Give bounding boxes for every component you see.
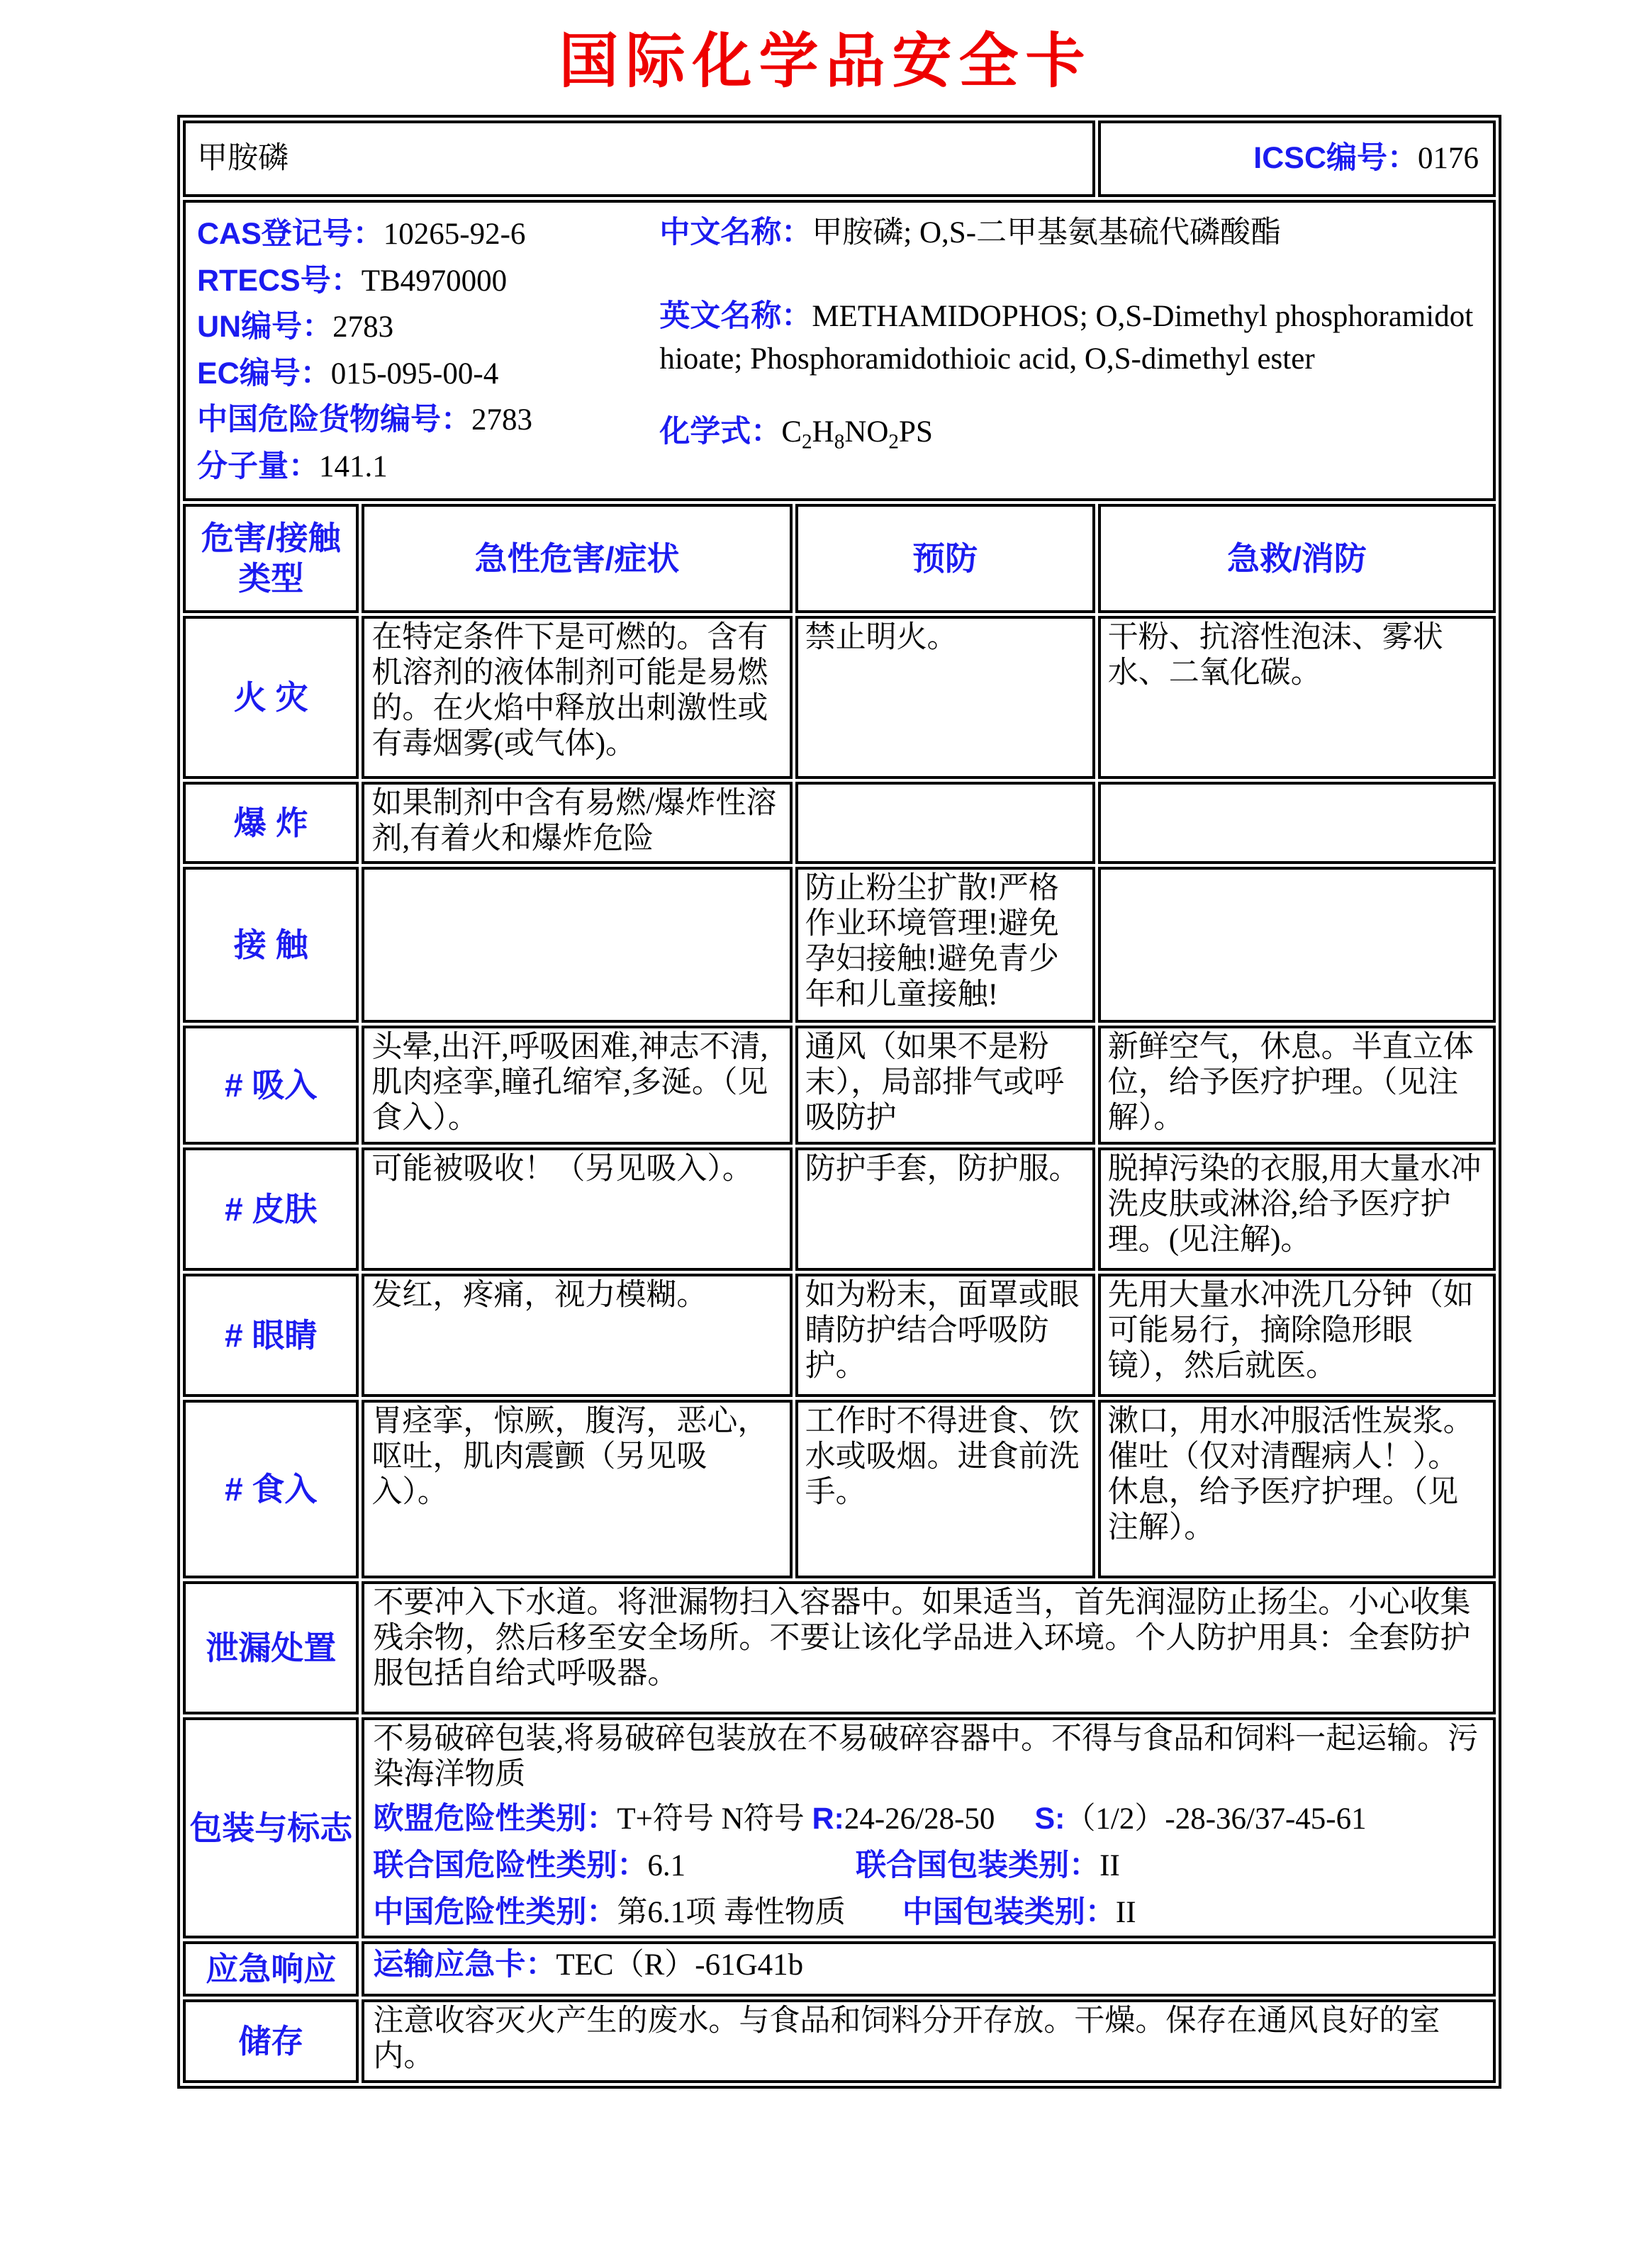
explosion-symptoms: 如果制剂中含有易燃/爆炸性溶剂,有着火和爆炸危险 <box>362 782 792 864</box>
hazard-type-inhalation: # 吸入 <box>183 1026 359 1145</box>
rtecs-value: TB4970000 <box>361 264 508 298</box>
english-name-label: 英文名称： <box>659 298 812 333</box>
china-dg-value: 2783 <box>471 403 532 437</box>
identification-cell <box>183 200 1496 501</box>
hazard-type-ingestion: # 食入 <box>183 1400 359 1578</box>
s-phrases-label: S: <box>1034 1802 1065 1836</box>
molecular-weight <box>197 444 659 490</box>
ec-number <box>197 351 659 398</box>
cn-class-line <box>373 1893 1484 1933</box>
emergency-content <box>362 1941 1496 1997</box>
hazard-row-eyes <box>183 1274 1496 1397</box>
molecular-weight-label: 分子量： <box>197 449 319 483</box>
packaging-label: 包装与标志 <box>183 1717 359 1938</box>
un-class-label: 联合国危险性类别： <box>373 1848 648 1883</box>
storage-text: 注意收容灭火产生的废水。与食品和饲料分开存放。干燥。保存在通风良好的室内。 <box>362 1999 1496 2083</box>
page-title: 国际化学品安全卡 <box>559 28 1092 94</box>
hazard-row-ingestion <box>183 1400 1496 1578</box>
r-phrases-label: R: <box>812 1802 844 1836</box>
english-name-value: METHAMIDOPHOS; O,S-Dimethyl phosphoramidothioate; Phosphoramidothioic acid, O,S-dimethyl ester <box>659 299 1474 376</box>
molecular-weight-value: 141.1 <box>319 449 388 483</box>
cn-pack-label: 中国包装类别： <box>902 1894 1116 1929</box>
cas-number <box>197 211 659 258</box>
column-header-type: 危害/接触类型 <box>183 504 359 613</box>
hazard-row-fire <box>183 616 1496 779</box>
ingestion-firstaid: 漱口，用水冲服活性炭浆。催吐（仅对清醒病人！）。休息，给予医疗护理。（见注解）。 <box>1098 1400 1496 1578</box>
identification-row <box>183 200 1496 501</box>
hazard-row-explosion <box>183 782 1496 864</box>
packaging-paragraph: 不易破碎包装,将易破碎包装放在不易破碎容器中。不得与食品和饲料一起运输。污染海洋物质 <box>373 1722 1479 1792</box>
eu-class-label: 欧盟危险性类别： <box>373 1802 617 1836</box>
column-header-prevention: 预防 <box>795 504 1095 613</box>
explosion-firstaid <box>1098 782 1496 864</box>
un-pack-label: 联合国包装类别： <box>856 1848 1100 1883</box>
hazard-row-skin <box>183 1147 1496 1271</box>
cn-class-label: 中国危险性类别： <box>373 1894 617 1929</box>
skin-prevention: 防护手套，防护服。 <box>795 1147 1095 1271</box>
icsc-number: 0176 <box>1418 142 1479 176</box>
emergency-label: 应急响应 <box>183 1941 359 1997</box>
inhalation-firstaid: 新鲜空气，休息。半直立体位，给予医疗护理。（见注解）。 <box>1098 1026 1496 1145</box>
eyes-firstaid: 先用大量水冲洗几分钟（如可能易行，摘除隐形眼镜），然后就医。 <box>1098 1274 1496 1397</box>
rtecs-label: RTECS号： <box>197 263 362 298</box>
chemical-formula-value: $C_2H_8NO_2PS$ <box>781 415 933 454</box>
ec-label: EC编号： <box>197 356 331 391</box>
fire-prevention: 禁止明火。 <box>795 616 1095 779</box>
eyes-prevention: 如为粉末，面罩或眼睛防护结合呼吸防护。 <box>795 1274 1095 1397</box>
chinese-name-label: 中文名称： <box>659 215 812 250</box>
fire-symptoms: 在特定条件下是可燃的。含有机溶剂的液体制剂可能是易燃的。在火焰中释放出刺激性或有毒烟雾(或气体)。 <box>362 616 792 779</box>
english-name <box>659 295 1482 381</box>
ingestion-symptoms: 胃痉挛，惊厥，腹泻，恶心，呕吐，肌肉震颤（另见吸入）。 <box>362 1400 792 1578</box>
hazard-type-eyes: # 眼睛 <box>183 1274 359 1397</box>
hazard-row-exposure <box>183 867 1496 1023</box>
icsc-number-cell <box>1098 120 1496 197</box>
exposure-symptoms <box>362 867 792 1023</box>
un-class-line <box>373 1846 1484 1886</box>
transport-card-value: TEC（R）-61G41b <box>556 1948 804 1982</box>
eu-hazard-class-line <box>373 1800 1484 1839</box>
rtecs-number <box>197 258 659 305</box>
fire-firstaid: 干粉、抗溶性泡沫、雾状水、二氧化碳。 <box>1098 616 1496 779</box>
cas-label: CAS登记号： <box>197 217 384 252</box>
column-header-row <box>183 504 1496 613</box>
china-dg-number <box>197 397 659 444</box>
hazard-row-inhalation <box>183 1026 1496 1145</box>
identifier-list <box>197 211 659 490</box>
cn-class-value: 第6.1项 毒性物质 <box>617 1895 846 1929</box>
eu-class-value: T+符号 N符号 <box>617 1802 812 1836</box>
column-header-firstaid: 急救/消防 <box>1098 504 1496 613</box>
substance-name: 甲胺磷 <box>183 120 1095 197</box>
chemical-formula-label: 化学式： <box>659 414 782 449</box>
chemical-formula <box>659 410 1482 457</box>
skin-firstaid: 脱掉污染的衣服,用大量水冲洗皮肤或淋浴,给予医疗护理。(见注解)。 <box>1098 1147 1496 1271</box>
chinese-name <box>659 211 1482 254</box>
un-label: UN编号： <box>197 310 333 344</box>
eyes-symptoms: 发红，疼痛，视力模糊。 <box>362 1274 792 1397</box>
inhalation-symptoms: 头晕,出汗,呼吸困难,神志不清,肌肉痉挛,瞳孔缩窄,多涎。（见食入）。 <box>362 1026 792 1145</box>
exposure-prevention: 防止粉尘扩散!严格作业环境管理!避免孕妇接触!避免青少年和儿童接触! <box>795 867 1095 1023</box>
spill-row <box>183 1581 1496 1714</box>
transport-card-label: 运输应急卡： <box>373 1948 556 1982</box>
s-phrases-value: （1/2）-28-36/37-45-61 <box>1065 1802 1367 1836</box>
explosion-prevention <box>795 782 1095 864</box>
un-value: 2783 <box>332 310 394 344</box>
packaging-content <box>362 1717 1496 1938</box>
icsc-label: ICSC编号： <box>1253 141 1418 176</box>
storage-label: 储存 <box>183 1999 359 2083</box>
card-header-row <box>183 120 1496 197</box>
hazard-type-explosion: 爆 炸 <box>183 782 359 864</box>
emergency-row <box>183 1941 1496 1997</box>
chinese-name-value: 甲胺磷; O,S-二甲基氨基硫代磷酸酯 <box>812 216 1282 250</box>
hazard-type-exposure: 接 触 <box>183 867 359 1023</box>
cas-value: 10265-92-6 <box>383 218 526 252</box>
exposure-firstaid <box>1098 867 1496 1023</box>
un-number <box>197 304 659 351</box>
hazard-type-skin: # 皮肤 <box>183 1147 359 1271</box>
identification-layout <box>197 211 1482 490</box>
spill-label: 泄漏处置 <box>183 1581 359 1714</box>
safety-card-table <box>177 115 1501 2089</box>
un-pack-value: II <box>1099 1849 1120 1883</box>
hazard-type-fire: 火 灾 <box>183 616 359 779</box>
ingestion-prevention: 工作时不得进食、饮水或吸烟。进食前洗手。 <box>795 1400 1095 1578</box>
r-phrases-value: 24-26/28-50 <box>844 1802 995 1836</box>
spill-text: 不要冲入下水道。将泄漏物扫入容器中。如果适当，首先润湿防止扬尘。小心收集残余物，然后移至安全场所。不要让该化学品进入环境。个人防护用具：全套防护服包括自给式呼吸器。 <box>362 1581 1496 1714</box>
ec-value: 015-095-00-4 <box>330 357 499 391</box>
skin-symptoms: 可能被吸收！（另见吸入）。 <box>362 1147 792 1271</box>
storage-row <box>183 1999 1496 2083</box>
name-list <box>659 211 1482 490</box>
un-class-value: 6.1 <box>647 1849 686 1883</box>
column-header-symptoms: 急性危害/症状 <box>362 504 792 613</box>
cn-pack-value: II <box>1115 1895 1136 1929</box>
packaging-row <box>183 1717 1496 1938</box>
china-dg-label: 中国危险货物编号： <box>197 403 471 437</box>
inhalation-prevention: 通风（如果不是粉末），局部排气或呼吸防护 <box>795 1026 1095 1145</box>
